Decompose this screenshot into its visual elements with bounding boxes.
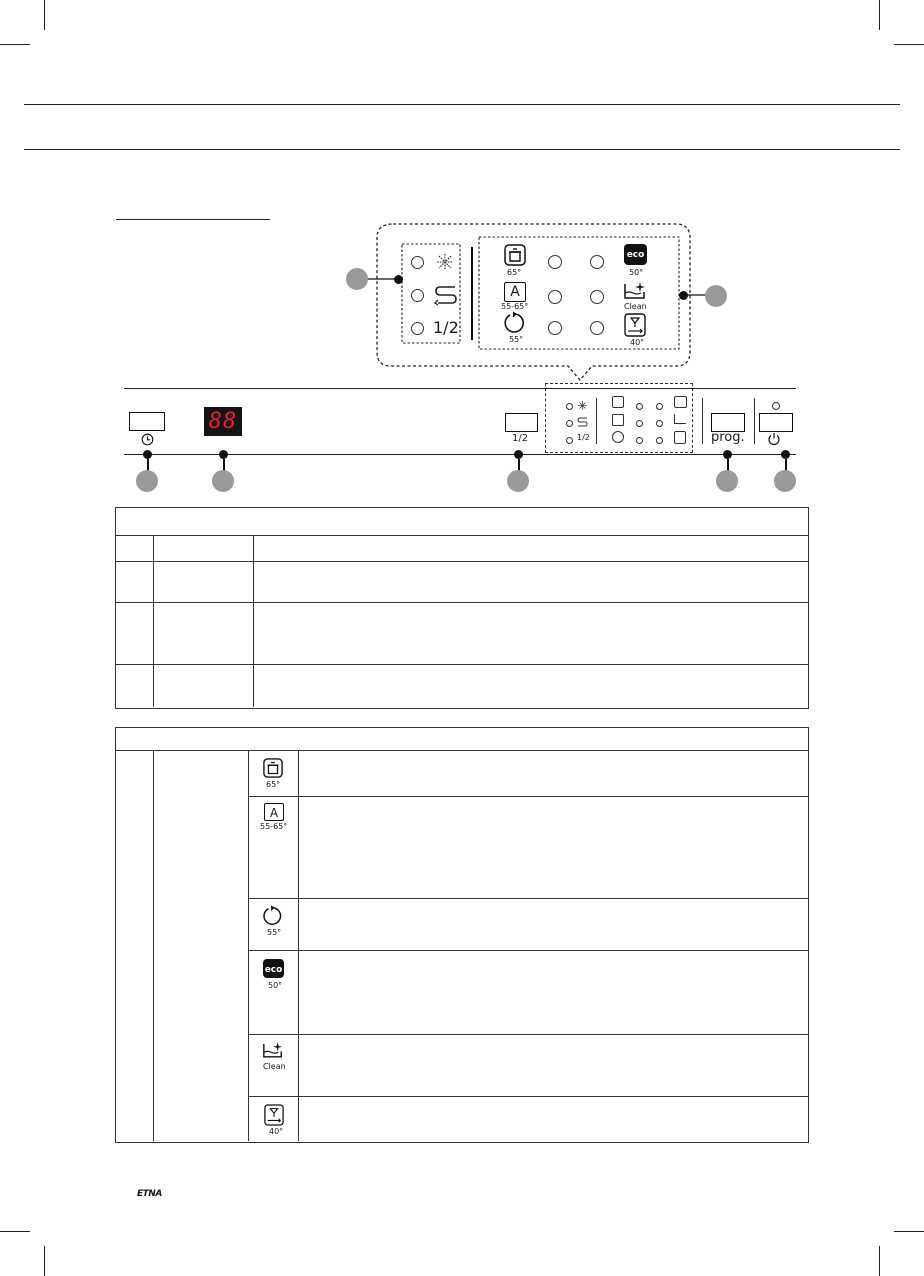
mini-led — [656, 403, 663, 410]
half-load-label: 1/2 — [433, 318, 459, 337]
crop-mark — [0, 1231, 30, 1232]
buttons-table — [115, 507, 809, 709]
eco-icon — [624, 244, 647, 265]
salt-icon — [434, 284, 458, 306]
led-option-2 — [411, 289, 424, 302]
callout-dot — [723, 450, 732, 459]
pot-icon — [504, 244, 526, 266]
mini-sparkle-icon — [578, 401, 587, 410]
pot-temp: 65° — [507, 268, 522, 277]
mini-rotation-icon — [612, 431, 624, 443]
mini-divider — [596, 398, 597, 444]
mini-led — [566, 437, 573, 444]
rotation-icon — [503, 311, 527, 335]
pot-icon — [263, 758, 283, 778]
callout-bubble — [0, 0, 924, 400]
rotation-temp: 55° — [267, 928, 282, 937]
table-row-line — [115, 535, 808, 536]
mini-led — [656, 420, 663, 427]
digital-display — [204, 407, 242, 436]
half-load-button[interactable] — [505, 413, 538, 432]
led-prog — [590, 321, 604, 335]
programme-button-label: prog. — [711, 430, 745, 445]
auto-letter: A — [510, 284, 520, 300]
led-prog — [590, 290, 604, 304]
pot-temp: 65° — [266, 780, 281, 789]
brand-logo — [137, 1189, 162, 1199]
clean-label: Clean — [263, 1062, 286, 1071]
table-col-line — [298, 750, 299, 1141]
table-col-line — [253, 535, 254, 707]
callout-marker — [716, 470, 738, 492]
clean-label: Clean — [624, 302, 647, 311]
mini-led — [636, 403, 643, 410]
table-row-line — [115, 750, 808, 751]
callout-dot — [514, 450, 523, 459]
mini-led — [636, 420, 643, 427]
auto-letter: A — [269, 806, 279, 820]
table-row-line — [248, 950, 808, 951]
table-row-line — [115, 602, 808, 603]
callout-dot — [679, 291, 688, 300]
table-row-line — [248, 1034, 808, 1035]
panel-divider — [754, 398, 755, 444]
mini-salt-icon — [577, 417, 588, 427]
table-col-line — [153, 750, 154, 1141]
mini-led — [566, 403, 573, 410]
led-option-half — [411, 322, 424, 335]
callout-marker — [136, 470, 158, 492]
led-prog — [590, 255, 604, 269]
glass-icon — [264, 1104, 284, 1126]
panel-top-edge — [124, 388, 796, 389]
clock-icon — [141, 433, 154, 446]
auto-icon — [264, 803, 284, 821]
crop-mark — [879, 1246, 880, 1276]
mini-half-label: 1/2 — [577, 433, 590, 442]
callout-dot — [143, 450, 152, 459]
led-prog — [548, 290, 562, 304]
programmes-table — [115, 727, 809, 1143]
table-row-line — [115, 664, 808, 665]
glass-temp: 40° — [269, 1127, 284, 1136]
led-prog — [548, 255, 562, 269]
callout-marker — [346, 268, 368, 290]
display-digits: 88 — [208, 409, 238, 434]
mini-auto-icon — [612, 414, 624, 426]
auto-temp: 55-65° — [501, 302, 529, 311]
delay-button[interactable] — [129, 412, 165, 431]
table-col-line — [248, 750, 249, 1141]
half-load-button-label: 1/2 — [512, 433, 529, 444]
glass-temp: 40° — [630, 338, 645, 347]
power-button[interactable] — [759, 413, 793, 432]
mini-glass-icon — [674, 431, 686, 444]
power-led — [772, 402, 780, 410]
sparkle-icon — [435, 252, 455, 272]
mini-led — [656, 437, 663, 444]
crop-mark — [894, 1231, 924, 1232]
auto-icon — [504, 282, 526, 302]
brand-name: ETNA — [137, 1189, 162, 1199]
table-row-line — [248, 796, 808, 797]
table-col-line — [153, 535, 154, 707]
panel-divider — [702, 398, 703, 444]
mini-eco-icon — [674, 396, 687, 408]
table-row-line — [248, 1096, 808, 1097]
callout-dot — [219, 450, 228, 459]
power-icon — [767, 432, 781, 446]
mini-led — [566, 420, 573, 427]
rotation-icon — [262, 905, 284, 927]
crop-mark — [44, 1246, 45, 1276]
led-option-1 — [411, 256, 424, 269]
mini-pot-icon — [612, 396, 624, 408]
glass-icon — [624, 313, 646, 337]
led-prog — [548, 321, 562, 335]
rotation-temp: 55° — [509, 335, 524, 344]
eco-label: eco — [626, 250, 645, 260]
table-row-line — [248, 898, 808, 899]
auto-temp: 55-65° — [260, 822, 288, 831]
callout-marker — [774, 470, 796, 492]
callout-marker — [212, 470, 234, 492]
callout-dot — [781, 450, 790, 459]
mini-led — [636, 437, 643, 444]
clean-icon — [623, 280, 647, 300]
mini-clean-icon — [674, 414, 686, 424]
callout-marker — [705, 285, 727, 307]
table-row-line — [115, 561, 808, 562]
eco-temp: 50° — [268, 981, 283, 990]
eco-label: eco — [264, 965, 283, 975]
callout-marker — [507, 470, 529, 492]
eco-icon — [263, 959, 284, 978]
eco-temp: 50° — [629, 268, 644, 277]
clean-icon — [262, 1040, 284, 1059]
callout-dot — [394, 275, 403, 284]
